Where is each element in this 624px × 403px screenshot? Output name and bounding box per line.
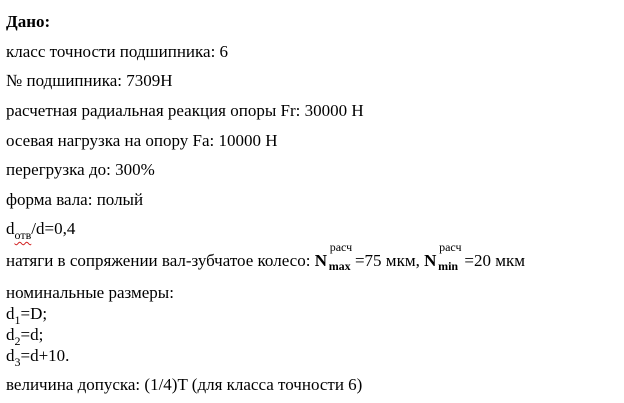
n-max-value: =75 мкм, — [354, 251, 425, 270]
nominal-item-d1 — [6, 304, 48, 327]
hole-ratio-line — [6, 219, 76, 242]
n-max-letter: N — [314, 251, 327, 270]
n-max-subscript: max — [328, 259, 351, 273]
nominal-base: d — [6, 325, 15, 344]
axial-load-line: осевая нагрузка на опору Fa: 10000 Н — [6, 131, 278, 150]
tolerance-line: величина допуска: (1/4)T (для класса точности 6) — [6, 375, 363, 394]
overload-line: перегрузка до: 300% — [6, 160, 155, 179]
interference-line — [6, 240, 525, 273]
nominal-base: d — [6, 304, 15, 323]
radial-reaction-line: расчетная радиальная реакция опоры Fr: 30000 Н — [6, 101, 364, 120]
n-min-superscript: расч — [439, 240, 462, 254]
bearing-number-line: № подшипника: 7309Н — [6, 71, 173, 90]
given-heading: Дано: — [6, 12, 51, 31]
nominal-rest: =D; — [20, 304, 48, 323]
ratio-base: d — [6, 219, 15, 238]
nominal-subscript: 3 — [14, 355, 21, 369]
n-max-symbol — [314, 240, 355, 273]
n-min-value: =20 мкм — [464, 251, 525, 270]
ratio-subscript: отв — [14, 228, 32, 242]
nominal-item-d2 — [6, 325, 44, 348]
n-min-letter: N — [424, 251, 437, 270]
nominal-sizes-label: номинальные размеры: — [6, 283, 174, 302]
document-page — [6, 0, 618, 403]
nominal-subscript: 2 — [14, 334, 21, 348]
shaft-form-line: форма вала: полый — [6, 190, 144, 209]
nominal-rest: =d; — [20, 325, 44, 344]
nominal-item-d3 — [6, 346, 70, 369]
accuracy-class-line: класс точности подшипника: 6 — [6, 42, 229, 61]
nominal-subscript: 1 — [14, 313, 21, 327]
n-min-symbol — [424, 240, 464, 273]
ratio-rest: /d=0,4 — [31, 219, 76, 238]
nominal-rest: =d+10. — [20, 346, 70, 365]
nominal-base: d — [6, 346, 15, 365]
interference-prefix: натяги в сопряжении вал-зубчатое колесо: — [6, 251, 315, 270]
n-min-subscript: min — [438, 259, 459, 273]
n-max-superscript: расч — [329, 240, 353, 254]
